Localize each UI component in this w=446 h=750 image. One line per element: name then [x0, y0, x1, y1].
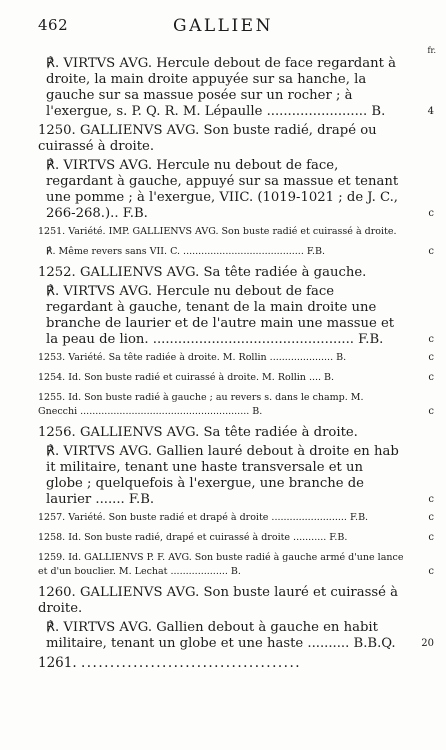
catalogue-entry — [0, 444, 446, 508]
entry-number: 1250. — [38, 123, 76, 138]
rarity-value: c — [428, 208, 434, 219]
entry-text: Variété. Sa tête radiée à droite. M. Rollin ..................... B. — [68, 352, 347, 363]
entry-text: Variété. IMP. GALLIENVS AVG. Son buste radié et cuirassé à droite. — [68, 226, 397, 237]
rarity-value: c — [428, 532, 434, 543]
entry-number: 1259. — [38, 552, 66, 563]
entry-number: 1260. — [38, 585, 76, 600]
entry-text: Id. Son buste radié, drapé et cuirassé à droite ........... F.B. — [68, 532, 348, 543]
entry-text: ℟. Même revers sans VII. C. ........................................ F.B. — [46, 246, 325, 257]
entry-number: 1251. — [38, 226, 66, 237]
catalogue-entry — [0, 225, 446, 239]
rarity-value: c — [428, 406, 434, 417]
catalogue-entry — [0, 284, 446, 348]
entry-text: Variété. Son buste radié et drapé à droite ......................... F.B. — [68, 512, 369, 523]
catalogue-entry — [0, 551, 446, 579]
entry-text: Id. Son buste radié et cuirassé à droite. M. Rollin .... B. — [68, 372, 335, 383]
catalogue-entry — [0, 620, 446, 652]
rarity-value: c — [428, 352, 434, 363]
rarity-value: c — [428, 512, 434, 523]
entry-number: 1254. — [38, 372, 66, 383]
catalogue-entry — [0, 245, 446, 259]
entry-number: 1257. — [38, 512, 66, 523]
catalogue-entry — [0, 655, 446, 672]
entry-text: ℟. VIRTVS AVG. Gallien lauré debout à droite en hab it militaire, tenant une haste transversale et un globe ; quelquefois à l'exergue, une branche de laurier ....... F.B. — [46, 444, 399, 507]
catalogue-entry — [0, 371, 446, 385]
entry-number: 1258. — [38, 532, 66, 543]
running-title: GALLIEN — [173, 16, 273, 36]
catalogue-entry — [0, 123, 446, 155]
catalogue-entry — [0, 351, 446, 365]
rarity-value: 4 — [427, 106, 434, 117]
entry-number: 1252. — [38, 265, 76, 280]
catalogue-entry — [0, 391, 446, 419]
catalogue-entry — [0, 265, 446, 281]
rarity-value: 20 — [421, 638, 434, 649]
catalogue-entry — [0, 425, 446, 441]
entry-text: GALLIENVS AVG. Son buste lauré et cuirassé à droite. — [38, 585, 398, 616]
entry-text: ℟. VIRTVS AVG. Gallien debout à gauche en habit militaire, tenant un globe et une haste .......... B.B.Q. — [46, 620, 396, 651]
entry-text: GALLIENVS AVG. Sa tête radiée à gauche. — [79, 265, 367, 280]
page-header — [38, 16, 436, 55]
entry-text: ℟. VIRTVS AVG. Hercule nu debout de face, regardant à gauche, appuyé sur sa massue et tenant une pomme ; à l'exergue, VIIC. (1019-1021 ; de J. C., 266-268.).. F.B. — [46, 158, 399, 221]
entry-text: GALLIENVS AVG. Son buste radié, drapé ou cuirassé à droite. — [38, 123, 377, 154]
entry-text: ...................................... — [80, 655, 302, 671]
entry-text: ℟. VIRTVS AVG. Hercule nu debout de face regardant à gauche, tenant de la main droite une branche de laurier et de l'autre main une massue et la peau de lion. ................................................ F.B. — [46, 284, 395, 347]
rarity-value: c — [428, 566, 434, 577]
entry-text: ℟. VIRTVS AVG. Hercule debout de face regardant à droite, la main droite appuyée sur sa hanche, la gauche sur sa massue posée sur un rocher ; à l'exergue, s. P. Q. R. M. Lépaulle ........................ B. — [46, 56, 396, 119]
rarity-value: c — [428, 494, 434, 505]
catalogue-entry — [0, 585, 446, 617]
catalogue-entries — [0, 56, 446, 675]
catalogue-entry — [0, 158, 446, 222]
catalogue-entry — [0, 531, 446, 545]
page-number: 462 — [38, 16, 69, 34]
rarity-value: c — [428, 372, 434, 383]
rarity-column-heading: fr. — [427, 46, 436, 55]
catalogue-entry — [0, 56, 446, 120]
entry-number: 1261. — [38, 655, 77, 671]
rarity-value: c — [428, 334, 434, 345]
entry-number: 1256. — [38, 425, 76, 440]
entry-text: Id. GALLIENVS P. F. AVG. Son buste radié à gauche armé d'une lance et d'un bouclier. M. Lechat ................... B. — [38, 552, 404, 577]
rarity-value: c — [428, 246, 434, 257]
entry-text: Id. Son buste radié à gauche ; au revers s. dans le champ. M. Gnecchi ........................................................ B. — [38, 392, 364, 417]
catalogue-entry — [0, 511, 446, 525]
entry-number: 1253. — [38, 352, 66, 363]
entry-text: GALLIENVS AVG. Sa tête radiée à droite. — [79, 425, 358, 440]
entry-number: 1255. — [38, 392, 66, 403]
